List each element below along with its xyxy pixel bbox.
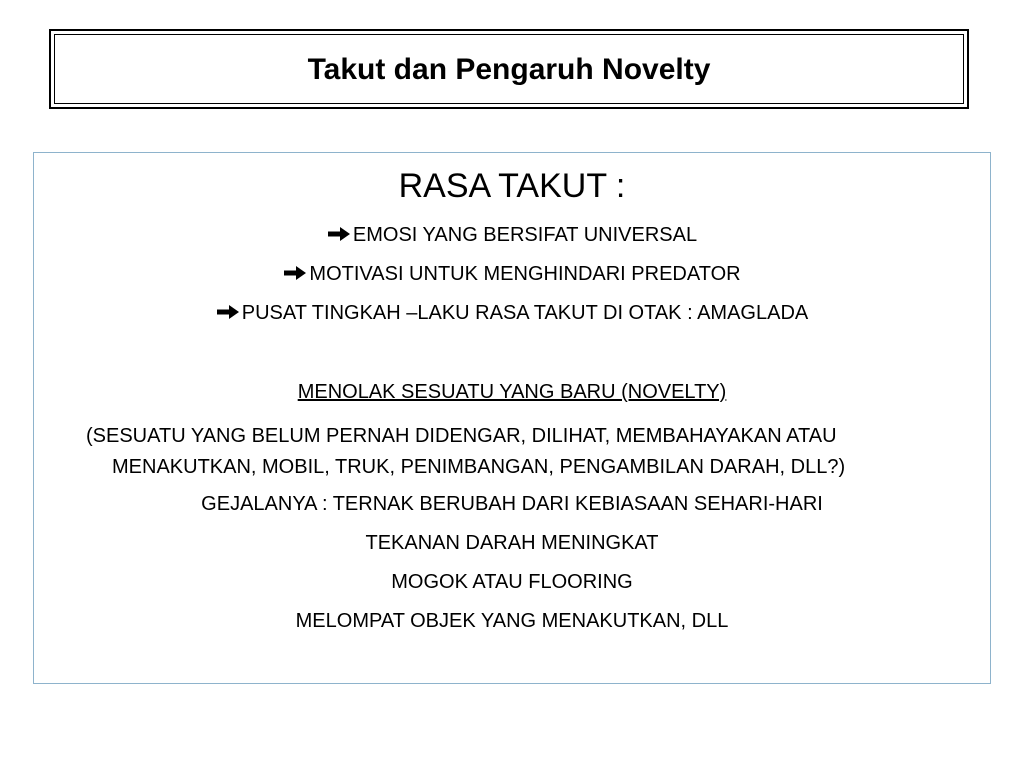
slide-title: Takut dan Pengaruh Novelty bbox=[307, 53, 711, 86]
arrow-point bbox=[34, 302, 990, 325]
arrow-point-text: PUSAT TINGKAH –LAKU RASA TAKUT DI OTAK : AMAGLADA bbox=[241, 302, 809, 324]
subheading: MENOLAK SESUATU YANG BARU (NOVELTY) bbox=[297, 381, 727, 403]
title-box bbox=[49, 29, 969, 109]
parenthetical-note: (SESUATU YANG BELUM PERNAH DIDENGAR, DILIHAT, MEMBAHAYAKAN ATAU MENAKUTKAN, MOBIL, TRUK, PENIMBANGAN, PENGAMBILAN DARAH, DLL?) bbox=[86, 425, 846, 478]
symptom-line: GEJALANYA : TERNAK BERUBAH DARI KEBIASAAN SEHARI-HARI bbox=[201, 493, 823, 515]
arrow-point-text: MOTIVASI UNTUK MENGHINDARI PREDATOR bbox=[309, 263, 741, 285]
arrow-point bbox=[34, 263, 990, 286]
arrow-point bbox=[34, 224, 990, 247]
content-box bbox=[33, 152, 991, 684]
symptom-line: MELOMPAT OBJEK YANG MENAKUTKAN, DLL bbox=[295, 610, 729, 632]
right-arrow-icon bbox=[327, 226, 351, 242]
symptom-line: MOGOK ATAU FLOORING bbox=[391, 571, 633, 593]
arrow-point-text: EMOSI YANG BERSIFAT UNIVERSAL bbox=[352, 224, 698, 246]
symptom-line: TEKANAN DARAH MENINGKAT bbox=[365, 532, 659, 554]
section-heading: RASA TAKUT : bbox=[398, 167, 626, 205]
right-arrow-icon bbox=[283, 265, 307, 281]
right-arrow-icon bbox=[216, 304, 240, 320]
